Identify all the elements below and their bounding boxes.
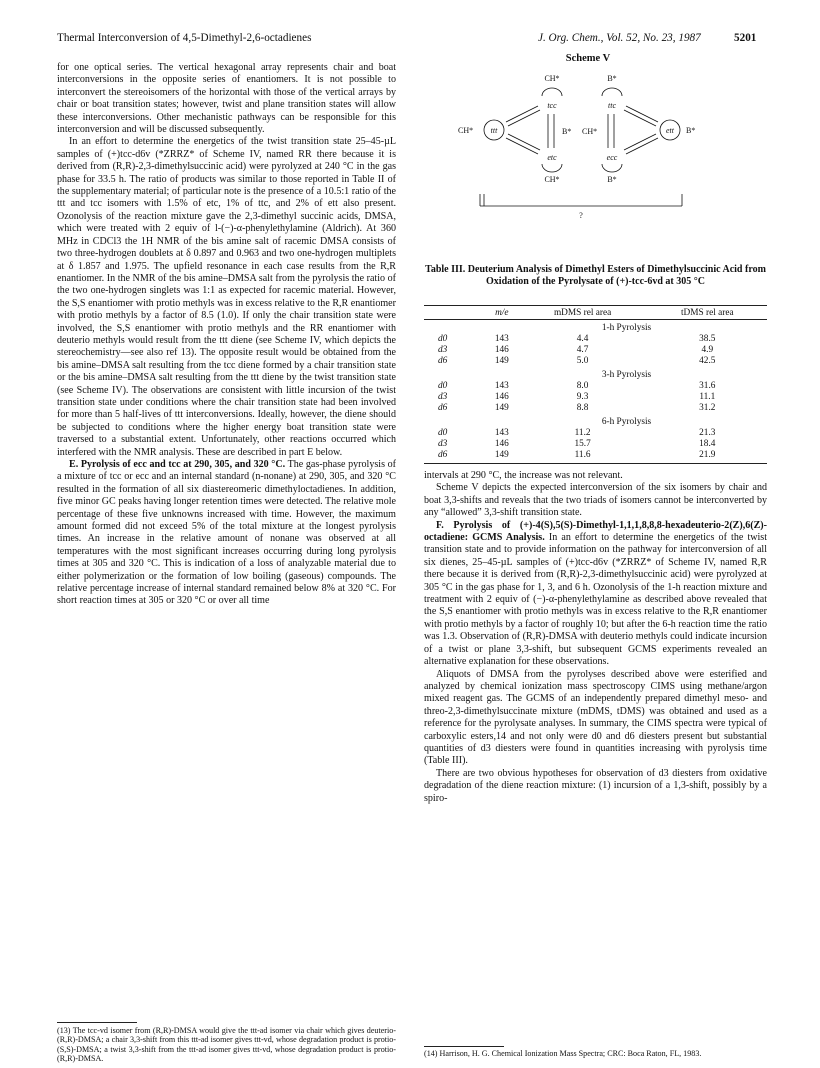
node-ecc: [602, 153, 622, 184]
footnote-13: (13) The tcc-vd isomer from (R,R)-DMSA would give the ttt-ad isomer via chair which gives deuterio-(R,R)-DMSA; a chair 3,3-shift from this ttt-ad isomer gives ttt-vd, whose degradation product is protio-(S,S)-DMSA; a twist 3,3-shift from the ttt-ad isomer gives ttt-vd, whose degradation product is protio-(R,R)-DMSA.: [57, 1026, 396, 1064]
table-caption: Table III. Deuterium Analysis of Dimethyl Esters of Dimethylsuccinic Acid from Oxidation of the Pyrolysate of (+)-tcc-6vd at 305 °C: [425, 264, 766, 287]
journal-citation: J. Org. Chem., Vol. 52, No. 23, 1987: [538, 32, 701, 44]
right-column: [424, 470, 767, 805]
table-row: d6 149 11.6 21.9: [424, 450, 767, 464]
footnote-rule: [424, 1046, 504, 1047]
group-label: 1-h Pyrolysis: [601, 323, 652, 333]
section-f: [424, 520, 767, 669]
section-heading: E. Pyrolysis of ecc and tcc at 290, 305, and 320 °C.: [69, 459, 286, 470]
label-ch: CH*: [544, 175, 560, 184]
scheme-title: Scheme V: [565, 53, 611, 64]
section-text: In an effort to determine the energetics of the twist transition state and to provide information on the pathway for interconversion of all six dienes, 25–45-µL samples of (+)tcc-d6v (*ZRRZ* of Scheme IV, named R,R there because it is derived from (R,R)-2,3-dimethylsuccinic acid) were pyrolyzed at 305 °C in the gas phase for 1, 3, and 6 h. Ozonolysis of the 1-h reaction mixture and treatment with 2 equiv of (−)-α-phenylethylamine as described above revealed that the S,S enantiomer with protio methyls was in excess relative to the R,R enantiomer with protio methyls by a factor of roughly 10; but after the 6-h reaction time the ratio was 1.3. Observation of (R,R)-DMSA with deuterio methyls could indicate incursion of a twist or plane 3,3-shift, but subsequent GCMS experiments revealed an alternative explanation for these observations.: [424, 532, 767, 668]
table-row: d0 143 8.0 31.6: [438, 381, 716, 391]
table-iii: [424, 305, 767, 464]
node-tcc: [542, 74, 562, 110]
paragraph: intervals at 290 °C, the increase was not relevant.: [424, 470, 623, 481]
running-title: Thermal Interconversion of 4,5-Dimethyl-2,6-octadienes: [57, 32, 312, 44]
table-row: d0 143 4.4 38.5: [438, 334, 716, 344]
footnote-rule: [57, 1022, 137, 1023]
footnote-14: (14) Harrison, H. G. Chemical Ionization Mass Spectra; CRC: Boca Raton, FL, 1983.: [424, 1049, 702, 1058]
node-etc: [542, 153, 562, 184]
left-column: [57, 62, 396, 608]
label-ch: CH*: [544, 74, 560, 83]
section-e: [57, 459, 396, 608]
paragraph: Aliquots of DMSA from the pyrolyses described above were esterified and analyzed by chemical ionization mass spectroscopy CIMS using methane/argon mixed reagent gas. The GCMS of an independently prepared dimethyl meso- and threo-2,3-dimethylsuccinate mixture (mDMS, tDMS) was obtained and used as a reference for the pyrolysate analyses. In summary, the CIMS spectra were typical of carboxylic esters,14 and not only were d0 and d6 diesters present but substantial quantities of d3 diesters were found in quantities increasing with pyrolysis time (Table III).: [424, 668, 767, 767]
label-ch: CH*: [458, 126, 474, 135]
node-label-ett: ett: [666, 126, 674, 135]
column-header: tDMS rel area: [648, 306, 767, 320]
label-b: B*: [686, 126, 696, 135]
table-row: d3 146 9.3 11.1: [438, 392, 716, 402]
paragraph: In an effort to determine the energetics of the twist transition state 25–45-µL samples of (+)tcc-d6v (*ZRRZ* of Scheme IV, named RR there because it is derived from (R,R)-2,3-dimethylsuccinic acid) were pyrolyzed at 240 °C in the gas phase for 33.5 h. The ratio of products was similar to those reported in Table II of the supplementary material; of particular note is the presence of a 10.5:1 ratio of the ttt and tcc isomers with 1.5% of etc, 1% of ttc, and 2% of ett also present. Ozonolysis of the reaction mixture gave the 2,3-dimethyl succinic acids, DMSA, which were treated with 2 equiv of l-(−)-α-phenylethylamine (Aldrich). At 360 MHz in CDCl3 the 1H NMR of the bis amine salt of racemic DMSA consists of two three-hydrogen doublets at δ 0.897 and 0.963 and two one-hydrogen multiplets at δ 1.857 and 1.975. The upfield resonance in each case results from the R,R enantiomer. In the NMR of the bis amine–DMSA salt from the pyrolysis the ratio of the two one-hydrogen singlets was 1:1 as expected for racemic material. However, the S,S enantiomer with protio methyls was in excess relative to the R,R enantiomer with protio methyls by a factor of 8.5 (1.0). If only the chair transition state were involved, the S,S enantiomer with protio methyls and the RR enantiomer with deuterio methyls would result from the ttt diene (see Scheme IV, which depicts the stereochemistry—see also ref 13). The opposite result would be obtained from the bis amine–DMSA salt resulting from the tcc diene formed by a chair transition state or the bis amine–DMSA salt resulting from the ttt diene by the twist transition state (see Scheme IV). The observations are consistent with little incursion of the twist transition state under conditions where the chair transition state had been involved for more than 5 half-lives of ttt interconversions. Ideally, however, the diene should be subjected to conditions where the higher energy boat transition state were traversed to a substantial extent. Unfortunately, other reactions occurred which interfered with the NMR analysis. These are described in part E below.: [57, 136, 396, 458]
node-label-ttc: ttc: [608, 101, 616, 110]
label-question: ?: [579, 211, 583, 220]
table-row: d3 146 4.7 4.9: [438, 345, 714, 355]
node-ttc: [602, 74, 622, 110]
table-row: d3 146 15.7 18.4: [438, 439, 716, 449]
table-header-row: [424, 306, 767, 320]
paragraph: There are two obvious hypotheses for observation of d3 diesters from oxidative degradation of the diene reaction mixture: (1) incursion of a 1,3-shift, possibly by a spiro-: [424, 767, 767, 804]
label-b: B*: [562, 127, 572, 136]
page-number: 5201: [734, 32, 757, 44]
node-label-etc: etc: [547, 153, 557, 162]
node-ttt: [458, 120, 504, 140]
group-label: 3-h Pyrolysis: [601, 370, 652, 380]
table-row: d0 143 11.2 21.3: [438, 428, 716, 438]
label-b: B*: [607, 74, 617, 83]
node-label-tcc: tcc: [547, 101, 557, 110]
node-label-ttt: ttt: [490, 126, 498, 135]
group-label: 6-h Pyrolysis: [601, 417, 652, 427]
section-text: The gas-phase pyrolysis of a mixture of tcc or ecc and an internal standard (n-nonane) at 290, 305, and 320 °C resulted in the formation of all six diastereomeric dimethyloctadienes. In addition, five minor GC peaks having longer retention times were detected. The relative mole percentage of these five unknowns increased with time. However, the maximum amount formed did not exceed 5% of the total mixture at the longest pyrolysis times. An increase in the relative amount of nonane was observed at all temperatures with the most significant increases occurring during long pyrolysis times at 305 and 320 °C. This is indication of a loss of analyzable material due to either polymerization or the formation of low boiling (gaseous) compounds. The relative percentage increase of internal standard remained below 8% at 320 °C. For short reaction times at 305 or 320 °C or over all time: [57, 459, 397, 607]
paragraph: Scheme V depicts the expected interconversion of the six isomers by chair and boat 3,3-shifts and reveals that the two triads of isomers cannot be interconverted by any “allowed” 3,3-shift transition state.: [424, 482, 767, 519]
table-row: d6 149 5.0 42.5: [438, 356, 716, 366]
table-row: d6 149 8.8 31.2: [438, 403, 716, 413]
column-header: m/e: [486, 306, 518, 320]
node-ett: [660, 120, 695, 140]
section-heading: F. Pyrolysis of (+)-4(S),5(S)-Dimethyl-1,1,1,8,8,8-hexadeuterio-2(Z),6(Z)-octadiene: GCMS Analysis.: [424, 519, 767, 544]
equilibrium-arrows: [480, 106, 682, 206]
paragraph: for one optical series. The vertical hexagonal array represents chair and boat interconversions in the opposite series of enantiomers. It is not possible to interconvert the stereoisomers of the horizontal with those of the vertical arrays by chair or boat transition states; however, twist and plane transition states will allow these interconversions. Other mechanistic pathways can be responsible for this interconversion and will be discussed subsequently.: [57, 62, 396, 136]
column-header: mDMS rel area: [518, 306, 648, 320]
label-ch: CH*: [582, 127, 598, 136]
node-label-ecc: ecc: [606, 153, 618, 162]
scheme-v-diagram: [450, 66, 750, 226]
label-b: B*: [607, 175, 617, 184]
